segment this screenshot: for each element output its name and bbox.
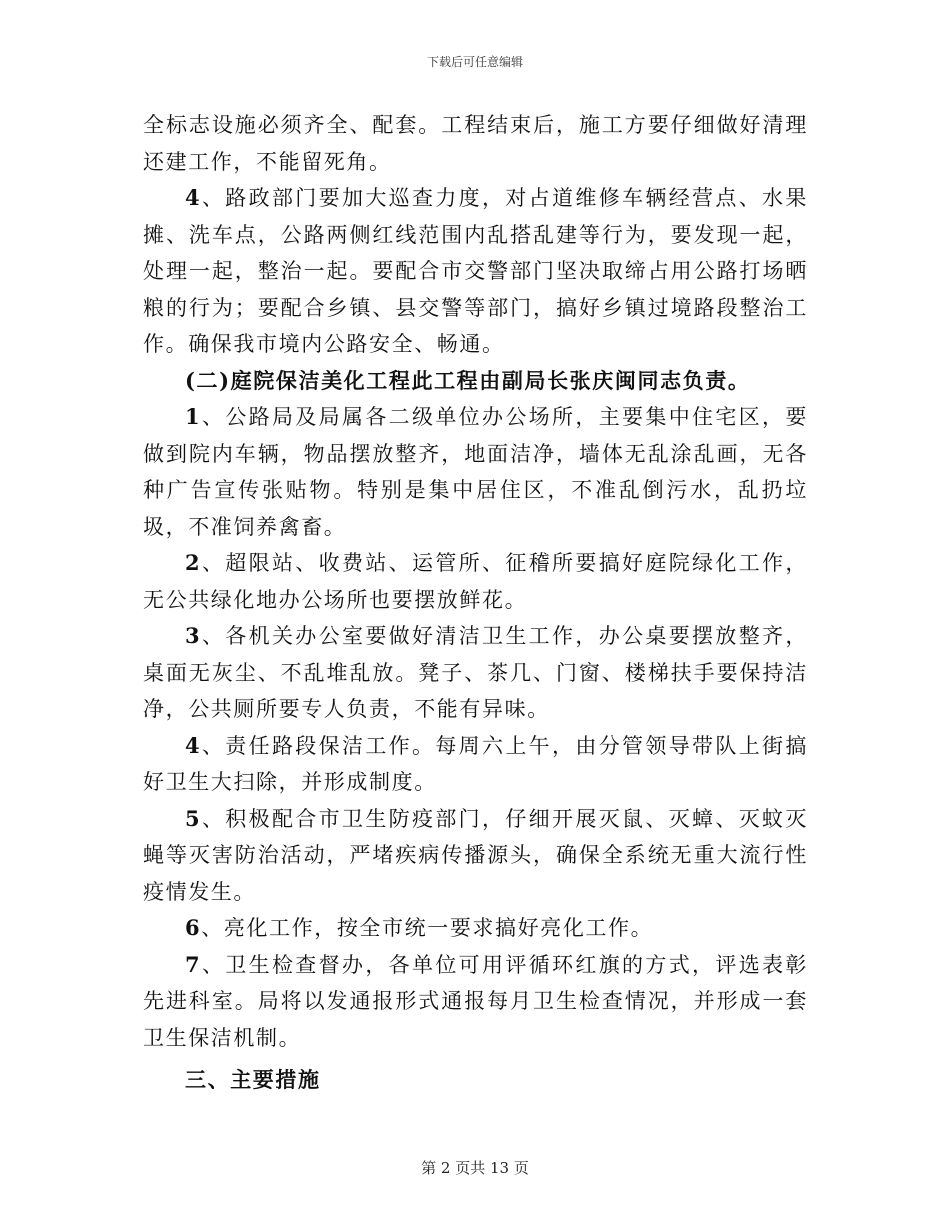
paragraph-text: 全标志设施必须齐全、配套。工程结束后，施工方要仔细做好清理还建工作，不能留死角。: [143, 113, 808, 174]
paragraph-text: 、卫生检查督办，各单位可用评循环红旗的方式，评选表彰先进科室。局将以发通报形式通报每月卫生检查情况，并形成一套卫生保洁机制。: [143, 952, 808, 1050]
heading-text: (二)庭院保洁美化工程此工程由副局长张庆闽同志负责。: [185, 367, 751, 393]
section-heading: [143, 363, 808, 400]
document-body: [143, 107, 808, 1099]
list-item: [143, 947, 808, 1057]
paragraph-text: 、各机关办公室要做好清洁卫生工作，办公桌要摆放整齐，桌面无灰尘、不乱堆乱放。凳子、茶几、门窗、楼梯扶手要保持洁净，公共厕所要专人负责，不能有异味。: [143, 624, 808, 721]
list-item: [143, 728, 808, 801]
item-number: 1: [185, 404, 202, 429]
list-item: [143, 618, 808, 728]
paragraph-text: 、路政部门要加大巡查力度，对占道维修车辆经营点、水果摊、洗车点，公路两侧红线范围内乱搭乱建等行为，要发现一起，处理一起，整治一起。要配合市交警部门坚决取缔占用公路打场晒粮的行为；要配合乡镇、县交警等部门，搞好乡镇过境路段整治工作。确保我市境内公路安全、畅通。: [143, 186, 808, 356]
paragraph-text: 、公路局及局属各二级单位办公场所，主要集中住宅区，要做到院内车辆，物品摆放整齐，地面洁净，墙体无乱涂乱画，无各种广告宣传张贴物。特别是集中居住区，不准乱倒污水，乱扔垃圾，不准饲养禽畜。: [143, 405, 808, 539]
list-item: [143, 180, 808, 363]
item-number: 3: [185, 623, 202, 648]
item-number: 4: [185, 185, 202, 210]
paragraph-continuation: [143, 107, 808, 180]
section-heading: [143, 1062, 808, 1099]
item-number: 5: [185, 805, 202, 831]
item-number: 7: [185, 951, 202, 977]
heading-text: 三、主要措施: [185, 1067, 321, 1092]
page-header: 下载后可任意编辑: [426, 55, 523, 69]
list-item: [143, 801, 808, 911]
paragraph-text: 、责任路段保洁工作。每周六上午，由分管领导带队上街搞好卫生大扫除，并形成制度。: [143, 733, 808, 794]
list-item: [143, 545, 808, 618]
item-number: 4: [185, 732, 202, 758]
list-item: [143, 399, 808, 545]
page-footer: 第 2 页共 13 页: [421, 1159, 529, 1177]
paragraph-text: 、超限站、收费站、运管所、征稽所要搞好庭院绿化工作，无公共绿化地办公场所也要摆放鲜花。: [143, 551, 808, 612]
item-number: 2: [185, 550, 202, 575]
list-item: [143, 910, 808, 947]
item-number: 6: [185, 915, 202, 940]
paragraph-text: 、积极配合市卫生防疫部门，仔细开展灭鼠、灭蟑、灭蚊灭蝇等灭害防治活动，严堵疾病传播源头，确保全系统无重大流行性疫情发生。: [143, 806, 808, 904]
paragraph-text: 、亮化工作，按全市统一要求搞好亮化工作。: [201, 916, 654, 940]
